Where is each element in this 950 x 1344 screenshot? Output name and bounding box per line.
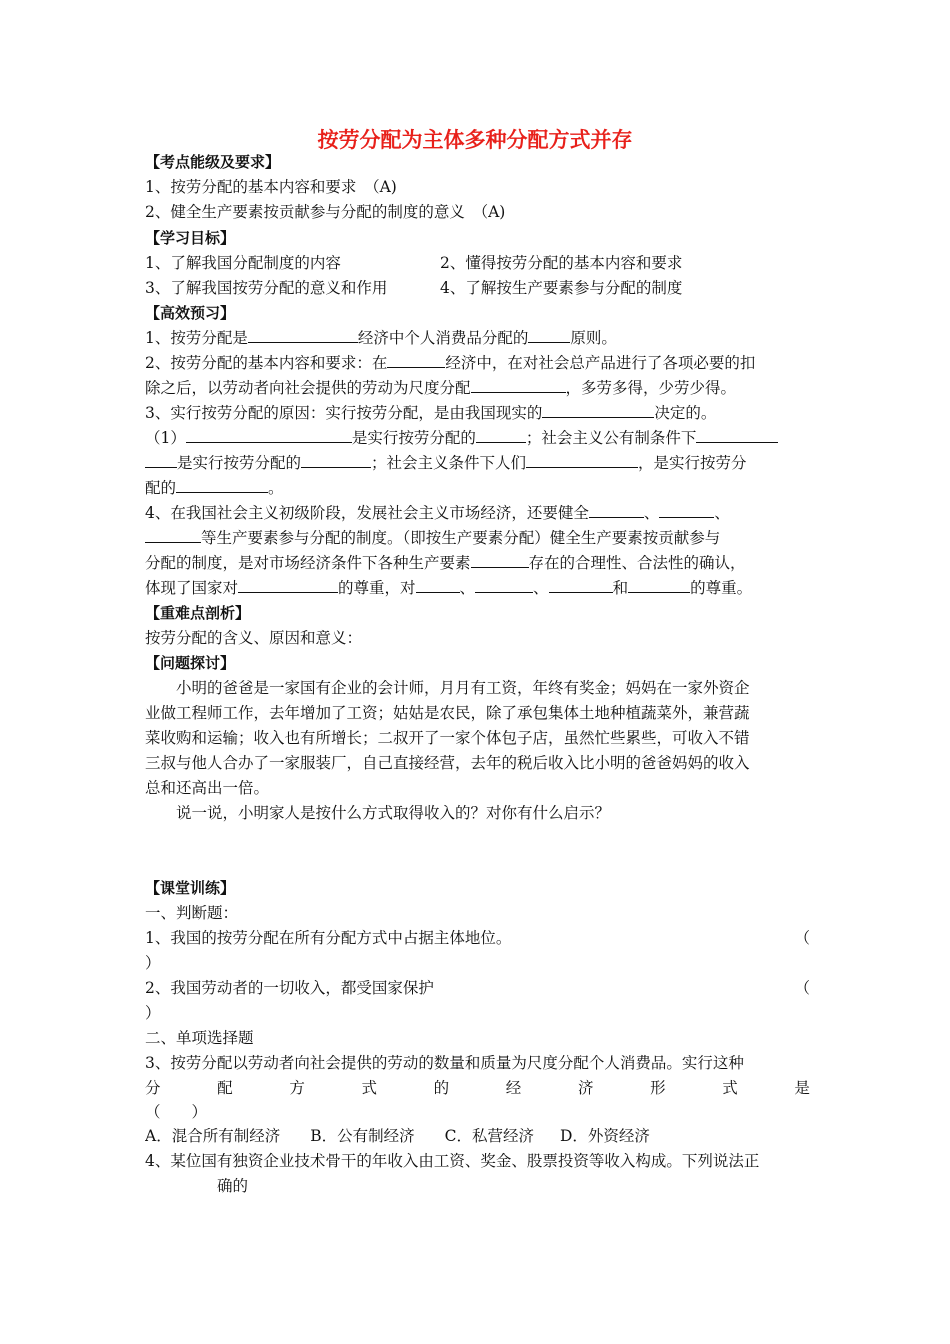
fill-blank[interactable] — [145, 526, 201, 543]
section-heading-requirements: 【考点能级及要求】 — [145, 153, 281, 171]
q2-text-a: 2、按劳分配的基本内容和要求：在 — [145, 354, 388, 372]
discussion-line-3: 菜收购和运输；收入也有所增长；二叔开了一家个体包子店，虽然忙些累些，可收入不错 — [145, 729, 750, 747]
choice-question-3-options — [145, 1124, 810, 1149]
q4-separator: 、 — [714, 504, 730, 522]
analysis-text: 按劳分配的含义、原因和意义： — [145, 629, 363, 647]
fill-blank[interactable] — [471, 376, 566, 393]
preview-question-3-line-3 — [145, 451, 810, 476]
fill-blank[interactable] — [659, 501, 714, 518]
q3-text-a: 3、实行按劳分配的原因：实行按劳分配，是由我国现实的 — [145, 404, 543, 422]
fill-blank[interactable] — [696, 426, 778, 443]
section-heading-discussion: 【问题探讨】 — [145, 654, 236, 672]
preview-question-4-line-1 — [145, 501, 810, 526]
preview-question-3-line-2 — [145, 426, 810, 451]
preview-question-3-line-1 — [145, 401, 810, 426]
judge-question-2 — [145, 976, 810, 1001]
q3-char: 分 — [145, 1079, 161, 1097]
q3-char: 的 — [433, 1079, 450, 1097]
answer-paren-open[interactable]: （ — [794, 979, 810, 997]
q3-text-i: 配的 — [145, 479, 177, 497]
option-a[interactable]: A．混合所有制经济 — [145, 1127, 281, 1145]
q4-text-b: 等生产要素参与分配的制度。（即按生产要素分配）健全生产要素按贡献参与 — [201, 529, 721, 547]
q2-text-d: ，多劳多得，少劳少得。 — [565, 379, 737, 397]
fill-blank[interactable] — [589, 501, 644, 518]
section-heading-goals: 【学习目标】 — [145, 229, 236, 247]
judge-question-2-text: 2、我国劳动者的一切收入，都受国家保护 — [145, 979, 434, 997]
choice-question-4-line-2: 确的 — [217, 1177, 249, 1195]
preview-question-4-line-4 — [145, 576, 810, 601]
discussion-line-2: 业做工程师工作，去年增加了工资；姑姑是农民，除了承包集体土地种植蔬菜外，兼营蔬 — [145, 704, 750, 722]
choice-question-3-answer-paren[interactable]: （ ） — [145, 1103, 208, 1121]
fill-blank[interactable] — [471, 551, 529, 568]
q1-text-a: 1、按劳分配是 — [145, 329, 248, 347]
page-title: 按劳分配为主体多种分配方式并存 — [317, 128, 633, 152]
discussion-question: 说一说，小明家人是按什么方式取得收入的？对你有什么启示？ — [176, 804, 611, 822]
practice-part-2-label: 二、单项选择题 — [145, 1029, 254, 1047]
q3-text-e: ；社会主义公有制条件下 — [525, 429, 697, 447]
q3-char: 是 — [794, 1079, 810, 1097]
requirement-item-2: 2、健全生产要素按贡献参与分配的制度的意义 （A) — [145, 203, 506, 221]
fill-blank[interactable] — [301, 451, 371, 468]
fill-blank[interactable] — [416, 576, 460, 593]
goal-item-2: 2、懂得按劳分配的基本内容和要求 — [440, 254, 683, 272]
q3-text-c: （1） — [145, 429, 186, 447]
judge-answer-close-1: ） — [145, 954, 161, 972]
q4-text-a: 4、在我国社会主义初级阶段，发展社会主义市场经济，还要健全 — [145, 504, 589, 522]
option-c[interactable]: C．私营经济 — [444, 1127, 534, 1145]
q3-text-g: ；社会主义条件下人们 — [371, 454, 527, 472]
fill-blank[interactable] — [145, 451, 177, 468]
q4-text-f: 的尊重，对 — [338, 579, 416, 597]
preview-question-2-line-2 — [145, 376, 810, 401]
q3-char: 形 — [650, 1079, 666, 1097]
practice-part-1-label: 一、判断题： — [145, 904, 239, 922]
q2-text-b: 经济中，在对社会总产品进行了各项必要的扣 — [445, 354, 756, 372]
q3-char: 方 — [289, 1079, 305, 1097]
fill-blank[interactable] — [628, 576, 690, 593]
fill-blank[interactable] — [475, 576, 533, 593]
preview-question-2-line-1 — [145, 351, 810, 376]
fill-blank[interactable] — [549, 576, 613, 593]
q3-text-h: ，是实行按劳分 — [638, 454, 747, 472]
q4-text-g: 和 — [612, 579, 629, 597]
q2-text-c: 除之后，以劳动者向社会提供的劳动为尺度分配 — [145, 379, 471, 397]
goal-item-4: 4、了解按生产要素参与分配的制度 — [440, 279, 683, 297]
discussion-line-4: 三叔与他人合办了一家服装厂，自己直接经营，去年的税后收入比小明的爸爸妈妈的收入 — [145, 754, 750, 772]
discussion-line-1: 小明的爸爸是一家国有企业的会计师，月月有工资，年终有奖金；妈妈在一家外资企 — [176, 679, 750, 697]
q3-text-d: 是实行按劳分配的 — [351, 429, 476, 447]
judge-answer-close-2: ） — [145, 1004, 161, 1022]
fill-blank[interactable] — [476, 426, 526, 443]
q3-text-f: 是实行按劳分配的 — [177, 454, 302, 472]
option-d[interactable]: D．外资经济 — [559, 1127, 650, 1145]
q4-text-e: 体现了国家对 — [145, 579, 239, 597]
fill-blank[interactable] — [526, 451, 638, 468]
section-heading-preview: 【高效预习】 — [145, 304, 236, 322]
preview-question-3-line-4 — [145, 476, 810, 501]
q1-text-c: 原则。 — [570, 329, 617, 347]
q4-separator: 、 — [459, 579, 476, 597]
fill-blank[interactable] — [238, 576, 338, 593]
q3-char: 经 — [505, 1079, 522, 1097]
fill-blank[interactable] — [186, 426, 352, 443]
q4-separator: 、 — [643, 504, 660, 522]
choice-question-3-line-2 — [145, 1076, 810, 1101]
discussion-line-5: 总和还高出一倍。 — [145, 779, 270, 797]
fill-blank[interactable] — [248, 326, 358, 343]
judge-question-1-text: 1、我国的按劳分配在所有分配方式中占据主体地位。 — [145, 929, 512, 947]
preview-question-4-line-2 — [145, 526, 810, 551]
section-heading-analysis: 【重难点剖析】 — [145, 604, 251, 622]
preview-question-1 — [145, 326, 810, 351]
goal-item-3: 3、了解我国按劳分配的意义和作用 — [145, 279, 388, 297]
choice-question-4-line-1: 4、某位国有独资企业技术骨干的年收入由工资、奖金、股票投资等收入构成。下列说法正 — [145, 1152, 760, 1170]
q4-separator: 、 — [533, 579, 549, 597]
q3-char: 式 — [722, 1079, 738, 1097]
q3-char: 配 — [217, 1079, 233, 1097]
q3-char: 式 — [361, 1079, 377, 1097]
q3-char: 济 — [577, 1079, 594, 1097]
fill-blank[interactable] — [528, 326, 570, 343]
fill-blank[interactable] — [542, 401, 654, 418]
q3-text-b: 决定的。 — [654, 404, 717, 422]
fill-blank[interactable] — [387, 351, 445, 368]
q4-text-c: 分配的制度，是对市场经济条件下各种生产要素 — [145, 554, 471, 572]
choice-question-3-line-1: 3、按劳分配以劳动者向社会提供的劳动的数量和质量为尺度分配个人消费品。实行这种 — [145, 1054, 744, 1072]
section-heading-practice: 【课堂训练】 — [145, 879, 236, 897]
q4-text-d: 存在的合理性、合法性的确认， — [528, 554, 746, 572]
option-b[interactable]: B．公有制经济 — [310, 1127, 415, 1145]
judge-question-1 — [145, 926, 810, 951]
fill-blank[interactable] — [176, 476, 268, 493]
preview-question-4-line-3 — [145, 551, 810, 576]
goal-item-1: 1、了解我国分配制度的内容 — [145, 254, 341, 272]
goal-row-1 — [145, 251, 810, 276]
requirement-item-1: 1、按劳分配的基本内容和要求 （A) — [145, 178, 397, 196]
answer-paren-open[interactable]: （ — [794, 929, 810, 947]
q3-text-j: 。 — [268, 479, 284, 497]
goal-row-2 — [145, 276, 810, 301]
q4-text-h: 的尊重。 — [690, 579, 753, 597]
q1-text-b: 经济中个人消费品分配的 — [357, 329, 529, 347]
